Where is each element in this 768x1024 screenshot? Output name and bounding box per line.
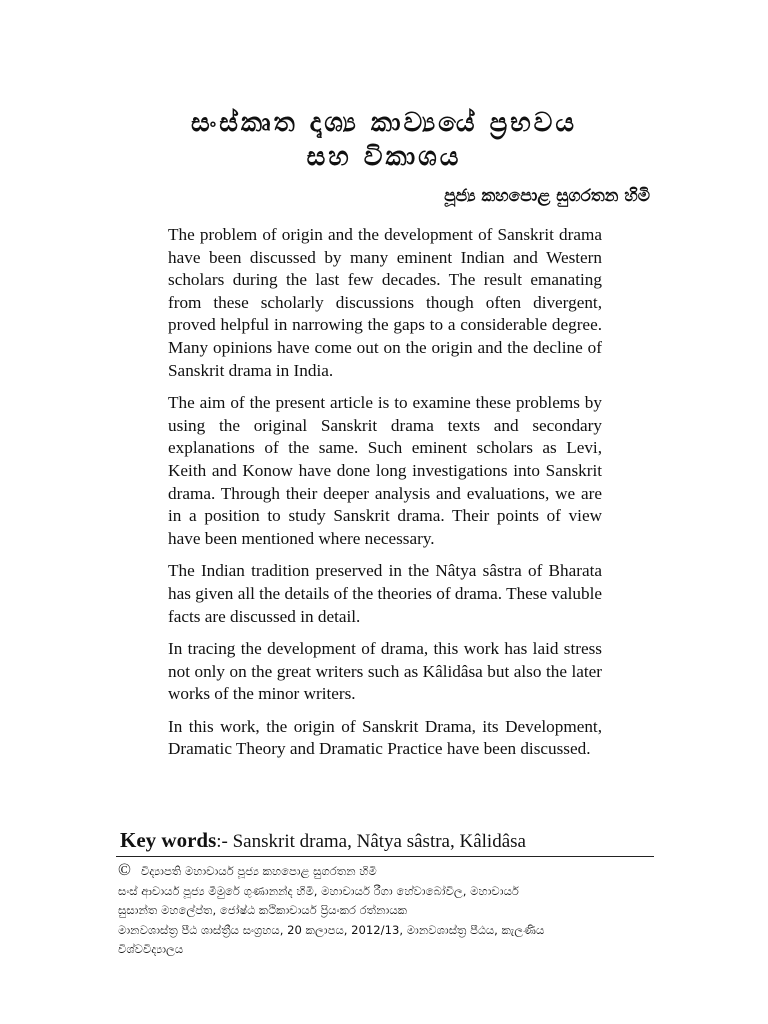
abstract-paragraph: The problem of origin and the development of Sanskrit drama have been discussed by many eminent Indian and Western scholars during the last few decades. The result emanating from these scholarly discussions though often divergent, proved helpful in narrowing the gaps to a considerable degree. Many opinions have come out on the origin and the decline of Sanskrit drama in India. [168,225,602,380]
footnote-line: සංස් ආචාර්ය පූජ්‍ය මීමුරේ ගුණානන්ද හිමි, මහාචාර්ය රීගා හේවාබෝවිල, මහාචාර්ය [118,883,519,898]
article-title-line-1: සංස්කෘත දෘශ්‍ය කාව්‍යයේ ප්‍රභවය [190,108,578,138]
abstract-paragraph: The aim of the present article is to examine these problems by using the original Sanskrit drama texts and secondary explanations of the same. Such eminent scholars as Levi, Keith and Konow have done long investigations into Sanskrit drama. Through their deeper analysis and evaluations, we are in a position to study Sanskrit drama. Their points of view have been mentioned where necessary. [168,393,602,548]
article-title-line-2: සහ විකාශය [306,142,462,172]
footnote-line: මානවශාස්ත්‍ර පීඨ ශාස්ත්‍රීය සංග්‍රහය, 20 කලාපය, 2012/13, මානවශාස්ත්‍ර පීඨය, කැලණිය [118,922,545,937]
abstract-paragraph: In tracing the development of drama, this work has laid stress not only on the great writers such as Kâlidâsa but also the later works of the minor writers. [168,639,602,704]
keywords-label: Key words [120,828,217,852]
keywords [120,828,680,853]
abstract-paragraph: In this work, the origin of Sanskrit Drama, its Development, Dramatic Theory and Dramatic Practice have been discussed. [168,716,602,759]
footnote [118,860,654,960]
keywords-text: Sanskrit drama, Nâtya sâstra, Kâlidâsa [232,831,526,852]
footnote-line: විශ්වවිද්‍යාලය [118,942,184,956]
keywords-separator: :- [216,831,233,852]
abstract-paragraph: The Indian tradition preserved in the Nâtya sâstra of Bharata has given all the details of the theories of drama. These valuble facts are discussed in detail. [168,561,603,626]
footnote-line: සුසාන්ත මහලේප්ත, ජෝෂ්ඨ කථිකාචාර්ය ප්‍රියංකර රත්නායක [118,903,408,917]
footnote-divider [116,856,654,857]
footnote-author: විද්‍යාපති මහාචාර්ය පූජ්‍ය කහපොළ සුගරතන හිමි [140,864,377,878]
author-name: පූජ්‍ය කහපොළ සුගරතන හිමි [444,186,650,206]
copyright-symbol: © [118,860,131,879]
abstract [168,224,602,771]
footnote-line [118,860,654,882]
